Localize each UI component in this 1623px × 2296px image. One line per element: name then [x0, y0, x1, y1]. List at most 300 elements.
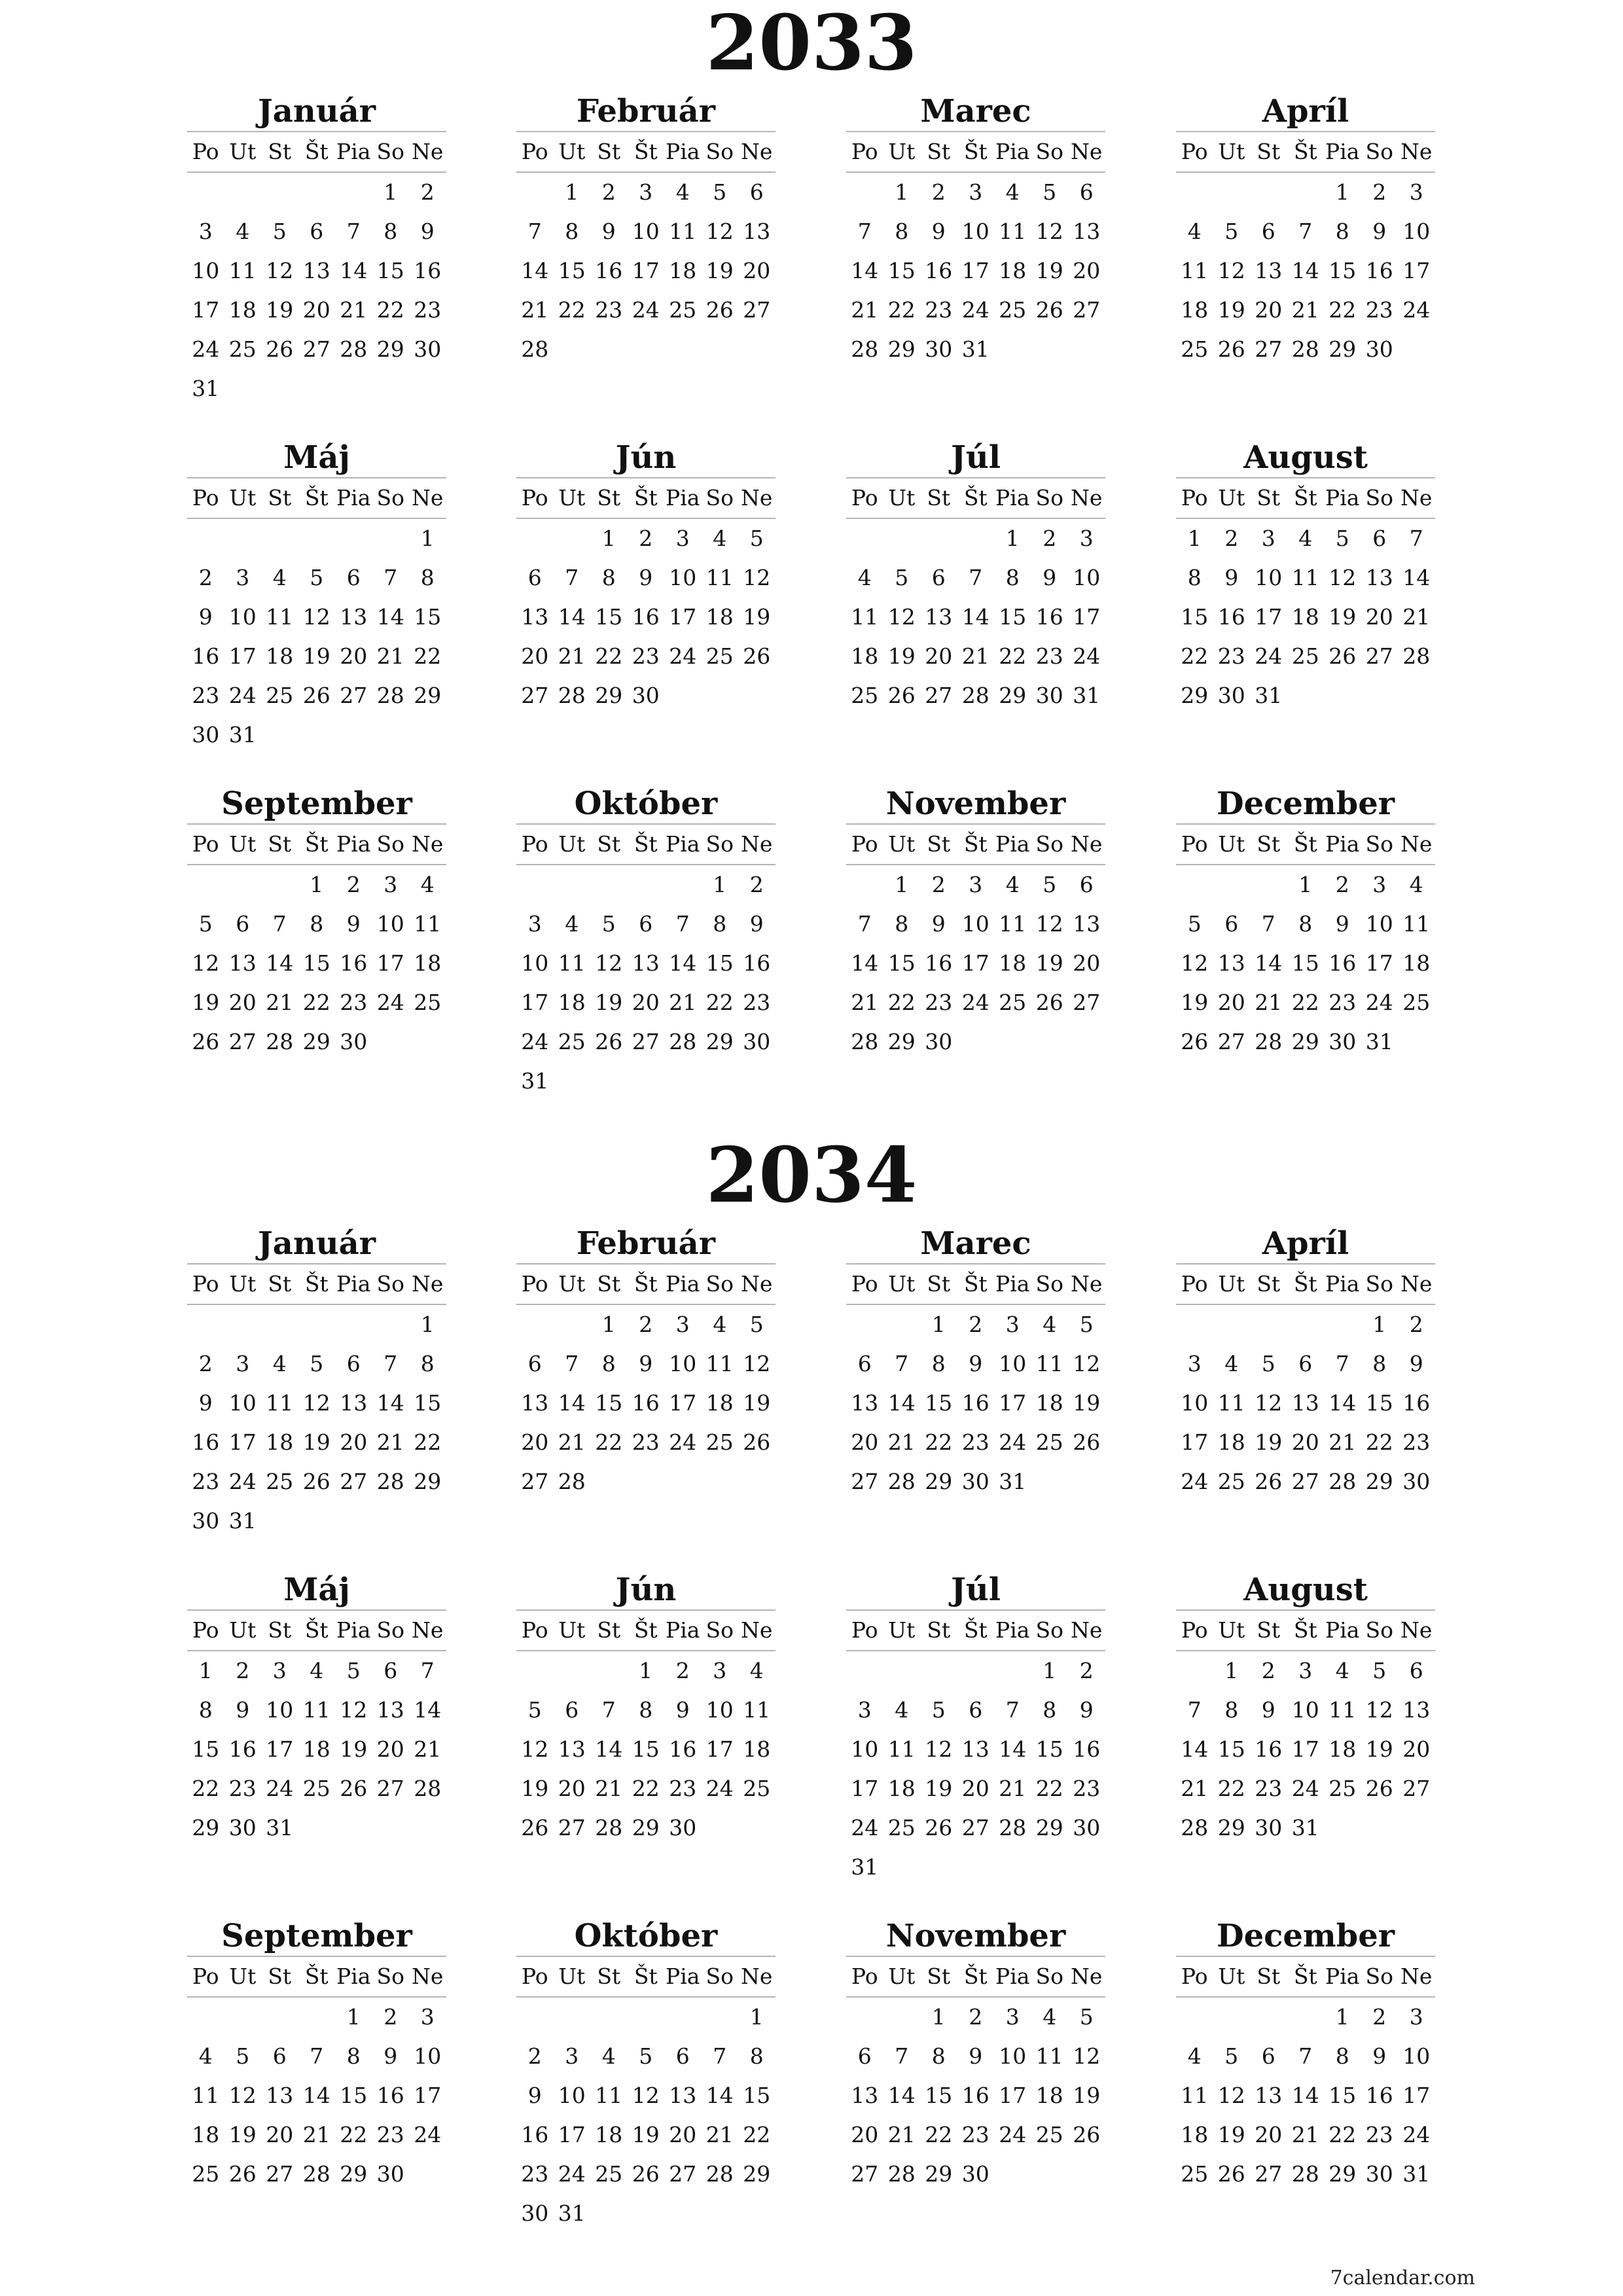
- day-cell: 12: [192, 950, 220, 976]
- day-cell: 29: [340, 2161, 368, 2187]
- day-cell: 18: [1329, 1736, 1357, 1762]
- week-row: [187, 1651, 446, 1691]
- day-cell: 10: [1291, 1697, 1319, 1723]
- day-cell: 3: [1261, 526, 1275, 551]
- weekday-label: Ut: [888, 485, 916, 511]
- day-cell: 3: [272, 1658, 287, 1683]
- day-cell: 28: [851, 1029, 879, 1054]
- day-cell: 15: [705, 950, 734, 976]
- day-cell: [554, 1998, 591, 2037]
- day-cell: 2: [1043, 526, 1057, 551]
- day-cell: 23: [192, 1469, 220, 1494]
- day-cell: 20: [521, 643, 549, 669]
- day-cell: 14: [1291, 258, 1319, 283]
- weekday-label: Po: [192, 1964, 219, 1989]
- day-cell: 2: [346, 872, 361, 897]
- weekday-label: So: [705, 1964, 734, 1989]
- day-cell: [409, 369, 446, 408]
- day-cell: 9: [1261, 1697, 1275, 1723]
- weekday-label: Št: [963, 139, 988, 164]
- day-cell: 26: [743, 643, 771, 669]
- month-block: [516, 92, 776, 369]
- week-row: [516, 905, 776, 944]
- day-cell: 14: [1329, 1390, 1357, 1416]
- day-cell: 8: [639, 1697, 653, 1723]
- week-row: [1176, 1730, 1435, 1769]
- day-cell: 9: [1043, 565, 1057, 590]
- day-cell: 17: [228, 1429, 257, 1455]
- weekday-label: Ut: [229, 139, 257, 164]
- day-cell: 24: [705, 1776, 734, 1801]
- day-cell: 19: [705, 258, 734, 283]
- day-cell: 4: [1043, 2004, 1057, 2030]
- day-cell: 5: [272, 219, 287, 244]
- day-cell: 12: [1217, 258, 1245, 283]
- day-cell: [1250, 1305, 1287, 1344]
- week-row: [846, 1344, 1105, 1384]
- day-cell: 30: [961, 2161, 990, 2187]
- week-row: [1176, 1998, 1435, 2037]
- day-cell: 14: [558, 604, 586, 630]
- day-cell: 4: [1187, 219, 1202, 244]
- day-cell: 17: [961, 258, 990, 283]
- day-cell: 17: [1255, 604, 1283, 630]
- month-block: [846, 92, 1105, 369]
- day-cell: 29: [376, 336, 404, 362]
- day-cell: 30: [1365, 2161, 1393, 2187]
- day-cell: 10: [961, 911, 990, 937]
- day-cell: 6: [1079, 179, 1094, 205]
- day-cell: [335, 715, 372, 755]
- day-cell: 16: [595, 258, 623, 283]
- day-cell: [261, 1998, 298, 2037]
- day-cell: 4: [857, 565, 872, 590]
- day-cell: [516, 865, 554, 905]
- day-cell: [1068, 330, 1105, 369]
- day-cell: 6: [857, 2043, 872, 2069]
- day-cell: 21: [414, 1736, 442, 1762]
- day-cell: [1068, 2155, 1105, 2194]
- day-cell: 19: [743, 604, 771, 630]
- day-cell: 5: [931, 1697, 946, 1723]
- day-cell: 12: [302, 1390, 330, 1416]
- weekday-label: So: [1365, 1617, 1393, 1643]
- day-cell: 31: [228, 1508, 257, 1534]
- weekday-label: Po: [521, 831, 548, 857]
- weekday-label: Št: [633, 1271, 658, 1297]
- day-cell: 2: [969, 2004, 983, 2030]
- week-row: [187, 1022, 446, 1062]
- weekday-label: Ne: [412, 831, 444, 857]
- week-row: [846, 1423, 1105, 1462]
- day-cell: 13: [302, 258, 330, 283]
- day-cell: 1: [931, 1312, 946, 1337]
- day-cell: 3: [565, 2043, 579, 2069]
- day-cell: 14: [302, 2083, 330, 2108]
- day-cell: 30: [192, 722, 220, 747]
- day-cell: 24: [1402, 2122, 1431, 2147]
- day-cell: 23: [925, 990, 953, 1015]
- day-cell: [883, 519, 921, 558]
- weekday-header: [1176, 1265, 1435, 1304]
- day-cell: 6: [346, 565, 361, 590]
- weekday-label: Pia: [1325, 1271, 1360, 1297]
- weekday-label: Ut: [888, 139, 916, 164]
- day-cell: 24: [414, 2122, 442, 2147]
- weekday-label: So: [376, 831, 404, 857]
- day-cell: 17: [192, 297, 220, 323]
- month-block: [187, 1570, 446, 1848]
- day-cell: 21: [595, 1776, 623, 1801]
- weekday-label: Št: [1293, 831, 1317, 857]
- day-cell: 6: [639, 911, 653, 937]
- day-cell: 24: [669, 643, 697, 669]
- day-cell: 19: [302, 643, 330, 669]
- day-cell: 16: [1073, 1736, 1101, 1762]
- week-row: [1176, 1344, 1435, 1384]
- day-cell: [516, 1305, 554, 1344]
- day-cell: 30: [192, 1508, 220, 1534]
- weekday-label: So: [1365, 1964, 1393, 1989]
- day-cell: 26: [521, 1815, 549, 1840]
- day-cell: 4: [1187, 2043, 1202, 2069]
- day-cell: 30: [669, 1815, 697, 1840]
- day-cell: 27: [266, 2161, 294, 2187]
- day-cell: 6: [346, 1351, 361, 1376]
- day-cell: 4: [1043, 1312, 1057, 1337]
- weekday-label: So: [1035, 485, 1063, 511]
- day-cell: 6: [527, 1351, 542, 1376]
- day-cell: 7: [310, 2043, 324, 2069]
- day-cell: 21: [376, 643, 404, 669]
- day-cell: 27: [558, 1815, 586, 1840]
- week-row: [1176, 676, 1435, 715]
- day-cell: 25: [705, 643, 734, 669]
- day-cell: [1287, 1998, 1325, 2037]
- month-name: Júl: [951, 439, 1001, 476]
- day-cell: 16: [961, 2083, 990, 2108]
- week-row: [1176, 1808, 1435, 1848]
- day-cell: 18: [1035, 2083, 1063, 2108]
- week-row: [187, 865, 446, 905]
- day-cell: [1031, 330, 1069, 369]
- week-row: [187, 291, 446, 330]
- week-row: [516, 519, 776, 558]
- weekday-label: Pia: [336, 1964, 371, 1989]
- day-cell: [372, 519, 410, 558]
- day-cell: 7: [383, 565, 398, 590]
- weekday-label: Po: [851, 831, 878, 857]
- weekday-label: Po: [851, 139, 878, 164]
- day-cell: 28: [595, 1815, 623, 1840]
- month-block: [516, 438, 776, 715]
- day-cell: [590, 1462, 628, 1501]
- week-row: [187, 983, 446, 1022]
- day-cell: [664, 1462, 702, 1501]
- day-cell: 15: [1329, 2083, 1357, 2108]
- weekday-label: Po: [192, 831, 219, 857]
- week-row: [1176, 598, 1435, 637]
- day-cell: [1324, 676, 1361, 715]
- day-cell: 6: [1409, 1658, 1423, 1683]
- day-cell: 21: [705, 2122, 734, 2147]
- day-cell: 22: [595, 643, 623, 669]
- week-row: [187, 173, 446, 212]
- weekday-label: So: [1365, 831, 1393, 857]
- day-cell: 19: [521, 1776, 549, 1801]
- day-cell: 3: [713, 1658, 727, 1683]
- day-cell: [187, 1305, 224, 1344]
- week-row: [516, 2037, 776, 2076]
- week-row: [1176, 251, 1435, 291]
- day-cell: 17: [669, 604, 697, 630]
- day-cell: 14: [999, 1736, 1027, 1762]
- day-cell: [738, 330, 776, 369]
- day-cell: 22: [705, 990, 734, 1015]
- day-cell: 7: [857, 911, 872, 937]
- day-cell: 19: [1035, 950, 1063, 976]
- week-row: [846, 2155, 1105, 2194]
- day-cell: 8: [565, 219, 579, 244]
- day-cell: 11: [1217, 1390, 1245, 1416]
- day-cell: 5: [198, 911, 213, 937]
- day-cell: 11: [228, 258, 257, 283]
- day-cell: [1068, 1848, 1105, 1887]
- day-cell: [1398, 1808, 1435, 1848]
- day-cell: 19: [925, 1776, 953, 1801]
- month-name: September: [221, 785, 412, 822]
- month-block: [846, 438, 1105, 715]
- day-cell: [994, 330, 1031, 369]
- day-cell: [590, 1651, 628, 1691]
- weekday-label: Po: [1181, 139, 1208, 164]
- day-cell: 27: [669, 2161, 697, 2187]
- day-cell: 8: [1224, 1697, 1239, 1723]
- weekday-label: Ne: [741, 485, 773, 511]
- week-row: [516, 676, 776, 715]
- day-cell: 25: [1035, 1429, 1063, 1455]
- day-cell: [1176, 865, 1213, 905]
- week-row: [187, 1305, 446, 1344]
- day-cell: [628, 1998, 665, 2037]
- day-cell: 23: [632, 643, 660, 669]
- day-cell: 26: [887, 683, 916, 708]
- weekday-label: Št: [963, 1964, 988, 1989]
- day-cell: 26: [302, 683, 330, 708]
- day-cell: 4: [749, 1658, 764, 1683]
- week-row: [516, 1730, 776, 1769]
- day-cell: 5: [1079, 1312, 1094, 1337]
- day-cell: 20: [1255, 297, 1283, 323]
- day-cell: [187, 173, 224, 212]
- day-cell: 2: [1409, 1312, 1423, 1337]
- day-cell: 16: [414, 258, 442, 283]
- day-cell: 21: [376, 1429, 404, 1455]
- week-row: [187, 1691, 446, 1730]
- day-cell: 24: [961, 297, 990, 323]
- day-cell: 29: [595, 683, 623, 708]
- weekday-header: [187, 1265, 446, 1304]
- day-cell: 16: [925, 258, 953, 283]
- day-cell: 21: [558, 643, 586, 669]
- day-cell: 28: [266, 1029, 294, 1054]
- day-cell: 7: [346, 219, 361, 244]
- weekday-label: Ne: [1400, 485, 1433, 511]
- weekday-label: So: [705, 831, 734, 857]
- weekday-label: Ut: [1218, 485, 1245, 511]
- day-cell: 2: [1335, 872, 1349, 897]
- day-cell: 12: [1329, 565, 1357, 590]
- day-cell: 25: [1181, 336, 1209, 362]
- day-cell: 13: [340, 604, 368, 630]
- day-cell: [957, 1848, 995, 1887]
- day-cell: 23: [961, 2122, 990, 2147]
- day-cell: 6: [527, 565, 542, 590]
- day-cell: 13: [558, 1736, 586, 1762]
- day-cell: 10: [669, 565, 697, 590]
- day-cell: 15: [1365, 1390, 1393, 1416]
- day-cell: 16: [1217, 604, 1245, 630]
- day-cell: 11: [743, 1697, 771, 1723]
- day-cell: [298, 1501, 336, 1541]
- day-cell: 20: [1073, 258, 1101, 283]
- week-row: [516, 291, 776, 330]
- day-cell: 14: [887, 1390, 916, 1416]
- day-cell: 8: [198, 1697, 213, 1723]
- day-cell: [920, 1848, 957, 1887]
- day-cell: 1: [420, 526, 435, 551]
- day-cell: 7: [1005, 1697, 1020, 1723]
- day-cell: 28: [1255, 1029, 1283, 1054]
- day-cell: [409, 1501, 446, 1541]
- day-cell: 12: [521, 1736, 549, 1762]
- day-cell: 2: [639, 1312, 653, 1337]
- month-block: [1176, 784, 1435, 1062]
- week-row: [516, 251, 776, 291]
- day-cell: 26: [1217, 2161, 1245, 2187]
- day-cell: 11: [1181, 2083, 1209, 2108]
- weekday-label: So: [376, 1271, 404, 1297]
- day-cell: 22: [632, 1776, 660, 1801]
- day-cell: 7: [272, 911, 287, 937]
- day-cell: 24: [1365, 990, 1393, 1015]
- day-cell: [372, 369, 410, 408]
- weekday-header: [1176, 132, 1435, 171]
- day-cell: [1287, 676, 1325, 715]
- weekday-label: Po: [1181, 1964, 1208, 1989]
- day-cell: 31: [1402, 2161, 1431, 2187]
- day-cell: 29: [925, 2161, 953, 2187]
- day-cell: 4: [1005, 872, 1020, 897]
- day-cell: 19: [632, 2122, 660, 2147]
- day-cell: 18: [743, 1736, 771, 1762]
- day-cell: 27: [340, 1469, 368, 1494]
- day-cell: 15: [414, 604, 442, 630]
- day-cell: 30: [414, 336, 442, 362]
- day-cell: 11: [851, 604, 879, 630]
- month-block: [1176, 1916, 1435, 2194]
- day-cell: [1361, 1808, 1399, 1848]
- day-cell: 20: [925, 643, 953, 669]
- weekday-header: [516, 825, 776, 864]
- day-cell: 17: [228, 643, 257, 669]
- day-cell: 12: [1073, 1351, 1101, 1376]
- day-cell: 27: [1073, 297, 1101, 323]
- day-cell: 20: [851, 1429, 879, 1455]
- day-cell: 11: [1402, 911, 1431, 937]
- weekday-header: [516, 1611, 776, 1650]
- weekday-label: Pia: [995, 1271, 1030, 1297]
- weekday-label: Ne: [412, 1964, 444, 1989]
- day-cell: 26: [192, 1029, 220, 1054]
- day-cell: 8: [895, 911, 909, 937]
- day-cell: [409, 1808, 446, 1848]
- day-cell: 23: [1073, 1776, 1101, 1801]
- day-cell: 24: [1402, 297, 1431, 323]
- day-cell: 7: [1335, 1351, 1349, 1376]
- day-cell: 19: [743, 1390, 771, 1416]
- week-row: [846, 1691, 1105, 1730]
- day-cell: 9: [198, 1390, 213, 1416]
- week-row: [846, 676, 1105, 715]
- weekday-header: [846, 478, 1105, 518]
- weekday-header: [187, 1611, 446, 1650]
- day-cell: 19: [1217, 297, 1245, 323]
- month-name: August: [1243, 439, 1368, 476]
- day-cell: 28: [999, 1815, 1027, 1840]
- day-cell: 5: [749, 526, 764, 551]
- day-cell: 16: [1255, 1736, 1283, 1762]
- day-cell: 16: [1365, 258, 1393, 283]
- day-cell: 16: [1402, 1390, 1431, 1416]
- day-cell: 29: [925, 1469, 953, 1494]
- week-row: [187, 676, 446, 715]
- day-cell: 28: [376, 683, 404, 708]
- day-cell: 14: [340, 258, 368, 283]
- day-cell: 9: [1224, 565, 1239, 590]
- day-cell: 10: [1402, 219, 1431, 244]
- day-cell: 11: [1291, 565, 1319, 590]
- day-cell: 19: [595, 990, 623, 1015]
- week-row: [1176, 2037, 1435, 2076]
- day-cell: 10: [961, 219, 990, 244]
- weekday-label: Št: [304, 1617, 329, 1643]
- weekday-label: Po: [192, 139, 219, 164]
- day-cell: [664, 676, 702, 715]
- day-cell: [702, 1462, 739, 1501]
- weekday-label: St: [1257, 139, 1281, 164]
- day-cell: 1: [895, 872, 909, 897]
- day-cell: 8: [420, 1351, 435, 1376]
- day-cell: [883, 1848, 921, 1887]
- week-row: [1176, 1691, 1435, 1730]
- day-cell: 24: [1181, 1469, 1209, 1494]
- week-row: [1176, 330, 1435, 369]
- weekday-label: St: [597, 1271, 621, 1297]
- weekday-label: Št: [963, 1617, 988, 1643]
- week-row: [516, 637, 776, 676]
- day-cell: 4: [1335, 1658, 1349, 1683]
- weekday-label: Po: [1181, 1617, 1208, 1643]
- day-cell: [1176, 1998, 1213, 2037]
- day-cell: 1: [1224, 1658, 1239, 1683]
- year-title: 2033: [705, 0, 918, 88]
- day-cell: 21: [851, 297, 879, 323]
- day-cell: 6: [1298, 1351, 1313, 1376]
- weekday-label: Ut: [558, 139, 586, 164]
- day-cell: 30: [925, 336, 953, 362]
- day-cell: 28: [1181, 1815, 1209, 1840]
